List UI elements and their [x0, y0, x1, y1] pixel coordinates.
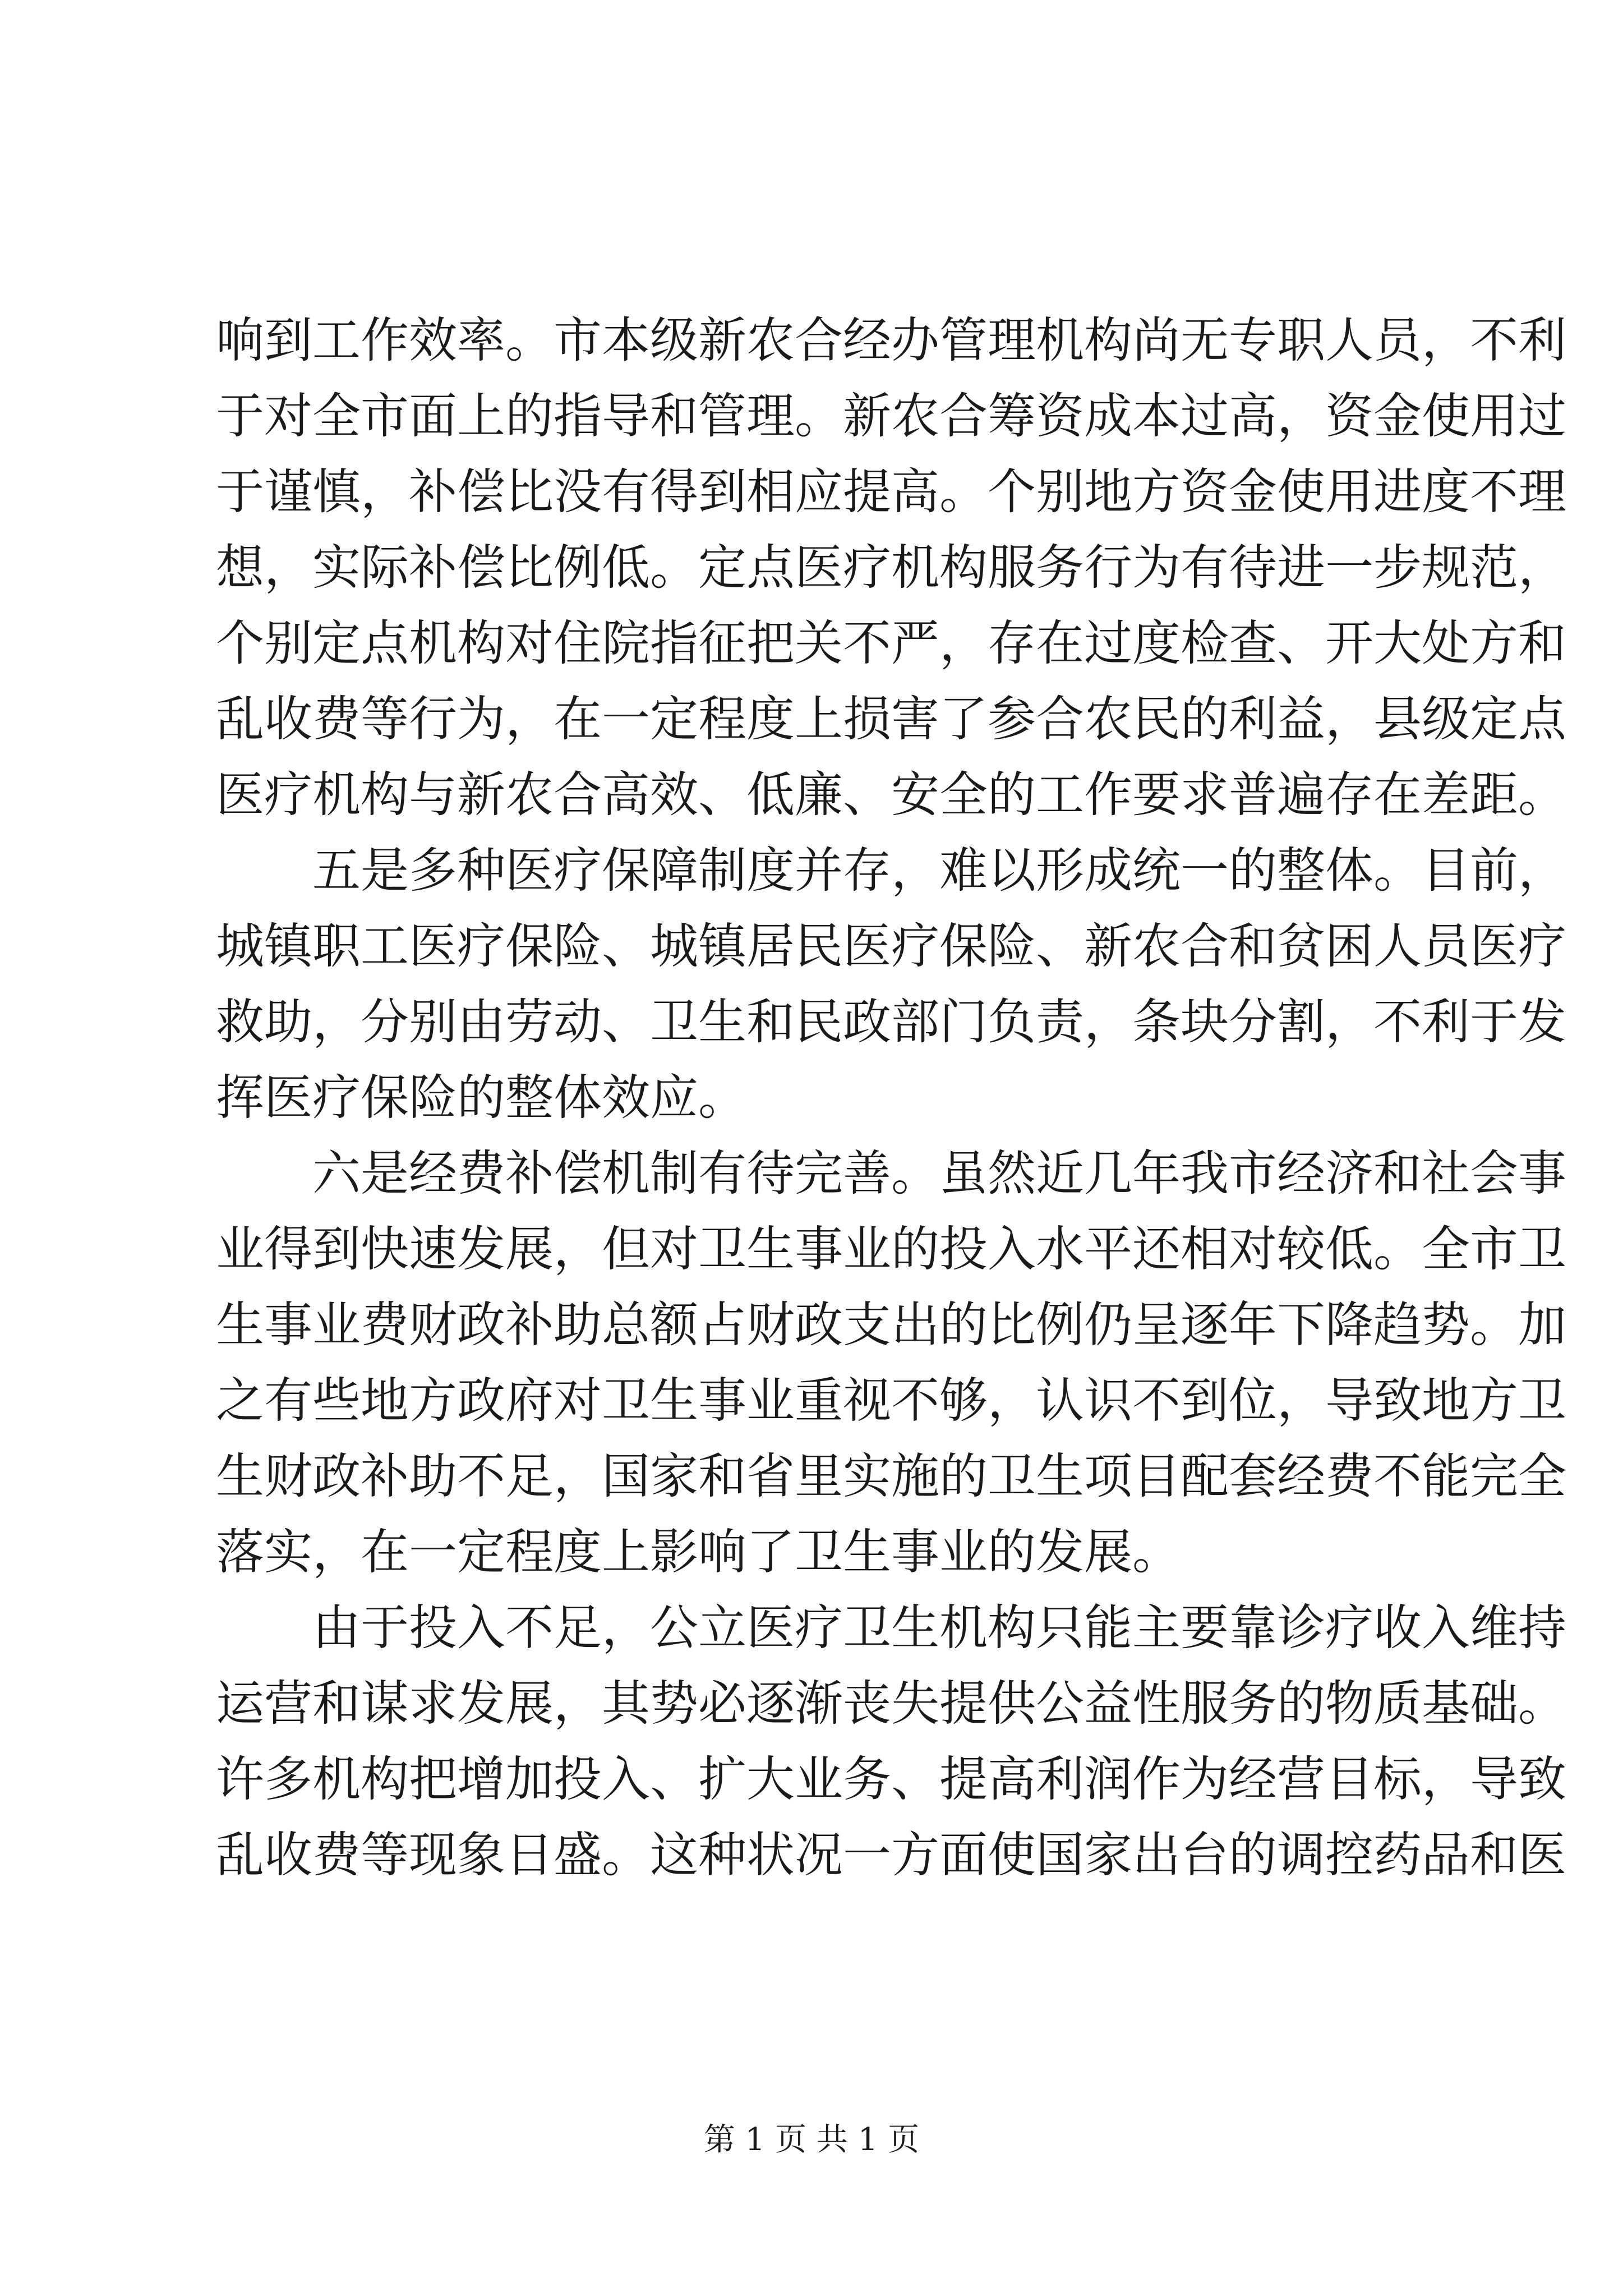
- text-line: 乱收费等行为，在一定程度上损害了参合农民的利益，县级定点: [216, 691, 1566, 747]
- text-line: 城镇职工医疗保险、城镇居民医疗保险、新农合和贫困人员医疗: [216, 918, 1566, 974]
- body-text: [216, 303, 1566, 1893]
- paragraph-start-line: 六是经费补偿机制有待完善。虽然近几年我市经济和社会事: [312, 1145, 1566, 1202]
- text-line: 落实，在一定程度上影响了卫生事业的发展。: [216, 1524, 1181, 1580]
- text-line: 想，实际补偿比例低。定点医疗机构服务行为有待进一步规范，: [216, 540, 1566, 596]
- text-line: 乱收费等现象日盛。这种状况一方面使国家出台的调控药品和医: [216, 1827, 1566, 1883]
- text-line: 挥医疗保险的整体效应。: [216, 1070, 746, 1126]
- text-line: 响到工作效率。市本级新农合经办管理机构尚无专职人员，不利: [216, 312, 1566, 369]
- text-line: 于对全市面上的指导和管理。新农合筹资成本过高，资金使用过: [216, 388, 1566, 444]
- paragraph-start-line: 由于投入不足，公立医疗卫生机构只能主要靠诊疗收入维持: [312, 1600, 1566, 1656]
- text-line: 医疗机构与新农合高效、低廉、安全的工作要求普遍存在差距。: [216, 767, 1566, 823]
- text-line: 个别定点机构对住院指征把关不严，存在过度检查、开大处方和: [216, 615, 1566, 671]
- text-line: 于谨慎，补偿比没有得到相应提高。个别地方资金使用进度不理: [216, 464, 1566, 520]
- text-line: 生财政补助不足，国家和省里实施的卫生项目配套经费不能完全: [216, 1448, 1566, 1504]
- text-line: 运营和谋求发展，其势必逐渐丧失提供公益性服务的物质基础。: [216, 1676, 1566, 1732]
- text-line: 之有些地方政府对卫生事业重视不够，认识不到位，导致地方卫: [216, 1373, 1566, 1429]
- text-line: 生事业费财政补助总额占财政支出的比例仍呈逐年下降趋势。加: [216, 1297, 1566, 1353]
- page-number-footer: 第 1 页 共 1 页: [703, 2122, 920, 2158]
- text-line: 许多机构把增加投入、扩大业务、提高利润作为经营目标，导致: [216, 1751, 1566, 1807]
- text-line: 救助，分别由劳动、卫生和民政部门负责，条块分割，不利于发: [216, 994, 1566, 1050]
- paragraph-start-line: 五是多种医疗保障制度并存，难以形成统一的整体。目前，: [312, 843, 1566, 899]
- text-line: 业得到快速发展，但对卫生事业的投入水平还相对较低。全市卫: [216, 1221, 1566, 1277]
